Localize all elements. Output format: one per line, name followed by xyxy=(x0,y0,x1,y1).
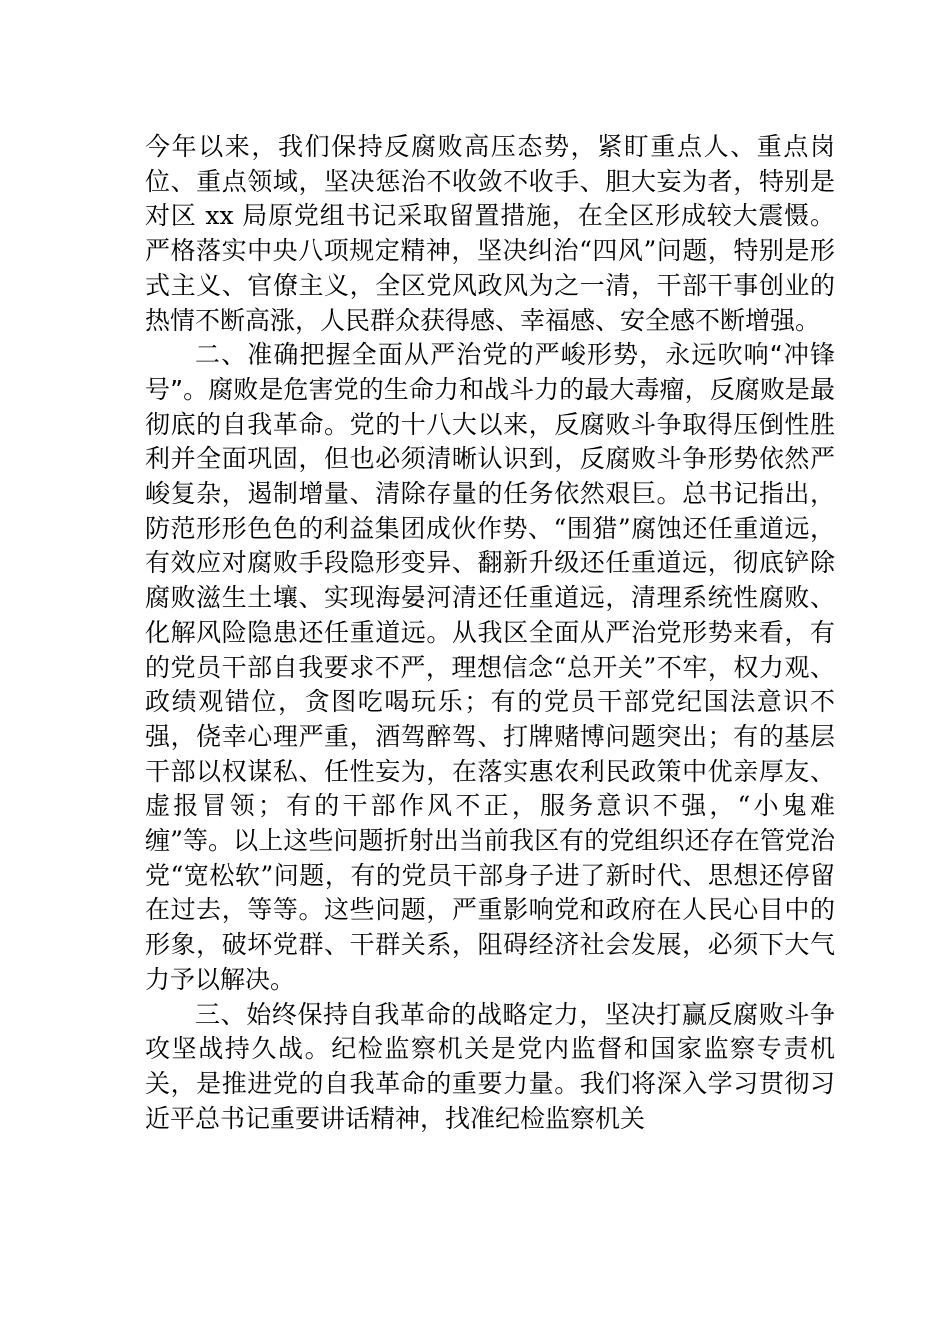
paragraph-2-text: 腐败是危害党的生命力和战斗力的最大毒瘤，反腐败是最彻底的自我革命。党的十八大以来，反腐败斗争取得压倒性胜利并全面巩固，但也必须清晰认识到，反腐败斗争形势依然严峻复杂，遏制增量、清除存量的任务依然艰巨。总书记指出，防范形形色色的利益集团成伙作势、“围猎”腐蚀还任重道远，有效应对腐败手段隐形变异、翻新升级还任重道远，彻底铲除腐败滋生土壤、实现海晏河清还任重道远，清理系统性腐败、化解风险隐患还任重道远。从我区全面从严治党形势来看，有的党员干部自我要求不严，理想信念“总开关”不牢，权力观、政绩观错位，贪图吃喝玩乐；有的党员干部党纪国法意识不强，侥幸心理严重，酒驾醉驾、打牌赌博问题突出；有的基层干部以权谋私、任性妄为，在落实惠农利民政策中优亲厚友、虚报冒领；有的干部作风不正，服务意识不强，“小鬼难缠”等。以上这些问题折射出当前我区有的党组织还存在管党治党“宽松软”问题，有的党员干部身子进了新时代、思想还停留在过去，等等。这些问题，严重影响党和政府在人民心目中的形象，破坏党群、干群关系，阻碍经济社会发展，必须下大气力予以解决。 xyxy=(145,374,835,994)
section-3-heading: 三、始终保持自我革命的战略定力，坚决打赢反腐败斗争攻坚战持久战。 xyxy=(145,999,835,1064)
section-2-heading: 二、准确把握全面从严治党的严峻形势，永远吹响“冲锋号”。 xyxy=(145,340,835,404)
paragraph-1 xyxy=(145,130,835,338)
paragraph-3-text: 纪检监察机关是党内监督和国家监察专责机关，是推进党的自我革命的重要力量。我们将深入学习贯彻习近平总书记重要讲话精神，找准纪检监察机关 xyxy=(145,1034,835,1133)
document-body xyxy=(145,130,835,1136)
paragraph-1-text: 今年以来，我们保持反腐败高压态势，紧盯重点人、重点岗位、重点领域，坚决惩治不收敛不收手、胆大妄为者，特别是对区 xx 局原党组书记采取留置措施，在全区形成较大震慑。严格落实中央八项规定精神，坚决纠治“四风”问题，特别是形式主义、官僚主义，全区党风政风为之一清，干部干事创业的热情不断高涨，人民群众获得感、幸福感、安全感不断增强。 xyxy=(145,132,835,335)
paragraph-2 xyxy=(145,338,835,997)
paragraph-3 xyxy=(145,998,835,1137)
